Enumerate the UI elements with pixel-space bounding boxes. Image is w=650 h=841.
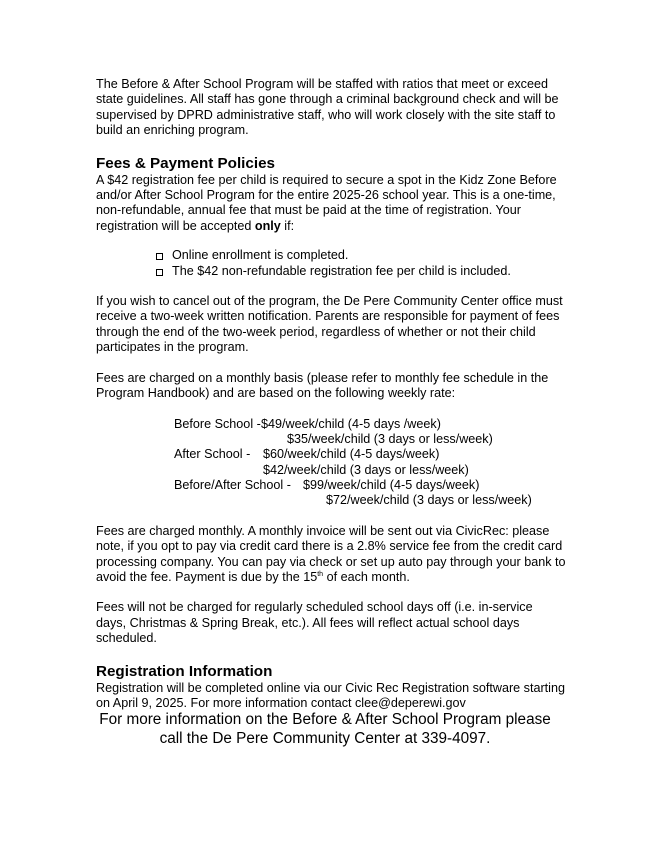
list-item-text: The $42 non-refundable registration fee per child is included.	[172, 263, 511, 278]
checkbox-bullet-icon	[156, 269, 163, 276]
list-item-text: Online enrollment is completed.	[172, 248, 349, 263]
rate-row	[96, 463, 566, 478]
cancellation-paragraph: If you wish to cancel out of the program, the De Pere Community Center office must receive a two-week written notification. Parents are responsible for payment of fees through the end of the two-week period, regardless of whether or not their child participates in the program.	[96, 294, 563, 355]
invoice-paragraph	[96, 524, 566, 586]
emphasis-only: only	[254, 218, 281, 233]
rate-row	[96, 478, 566, 493]
registration-section-title: Registration Information	[96, 662, 273, 680]
rate-value: $60/week/child (4-5 days/week)	[263, 447, 440, 462]
days-off-paragraph: Fees will not be charged for regularly scheduled school days off (i.e. in-service days, Christmas & Spring Break, etc.). All fees will reflect actual school days scheduled.	[96, 600, 533, 646]
registration-fee-paragraph	[96, 173, 566, 235]
rate-row	[96, 417, 566, 432]
checkbox-bullet-icon	[156, 253, 163, 260]
rate-row	[96, 493, 566, 508]
footer-line: call the De Pere Community Center at 339-4097.	[159, 729, 491, 747]
rate-value: $72/week/child (3 days or less/week)	[326, 493, 532, 508]
invoice-text: Fees are charged monthly. A monthly invoice will be sent out via CivicRec: please note, if you opt to pay via credit card there is a 2.8% service fee from the credit card processing company. You can pay via check or set up auto pay through your bank to avoid the fee. Payment is due by the 15	[96, 523, 566, 585]
fees-section-title: Fees & Payment Policies	[96, 154, 275, 172]
contact-footer	[90, 711, 560, 748]
rate-row	[96, 432, 566, 447]
registration-fee-text: A $42 registration fee per child is required to secure a spot in the Kidz Zone Before and/or After School Program for the entire 2025-26 school year. This is a one-time, non-refundable, annual fee that must be paid at the time of registration. Your registration will be accepted	[96, 172, 557, 233]
rate-value: $49/week/child (4-5 days /week)	[261, 416, 441, 431]
rate-row	[96, 447, 566, 462]
rate-value: $42/week/child (3 days or less/week)	[263, 462, 469, 477]
rate-label-after-school: After School -	[174, 447, 251, 462]
document-body	[96, 77, 566, 712]
rate-label-before-after-school: Before/After School -	[174, 478, 291, 493]
invoice-text-end: of each month.	[323, 570, 410, 585]
rate-table	[96, 417, 566, 509]
list-item	[156, 248, 566, 263]
intro-paragraph: The Before & After School Program will be staffed with ratios that meet or exceed state guidelines. All staff has gone through a criminal background check and will be supervised by DPRD administrative staff, who will work closely with the site staff to build an enriching program.	[96, 77, 559, 138]
ordinal-suffix: th	[317, 571, 324, 579]
requirements-list	[96, 248, 566, 279]
rate-value: $35/week/child (3 days or less/week)	[287, 431, 493, 446]
registration-paragraph: Registration will be completed online via our Civic Rec Registration software starting on April 9, 2025. For more information contact clee@deperewi.gov	[96, 680, 565, 711]
footer-line: For more information on the Before & After School Program please	[99, 711, 551, 728]
registration-fee-text-end: if:	[280, 218, 295, 233]
rate-label-before-school: Before School -	[174, 416, 261, 431]
monthly-fees-paragraph: Fees are charged on a monthly basis (please refer to monthly fee schedule in the Program Handbook) and are based on the following weekly rate:	[96, 370, 549, 401]
rate-value: $99/week/child (4-5 days/week)	[303, 478, 480, 493]
list-item	[156, 264, 566, 279]
